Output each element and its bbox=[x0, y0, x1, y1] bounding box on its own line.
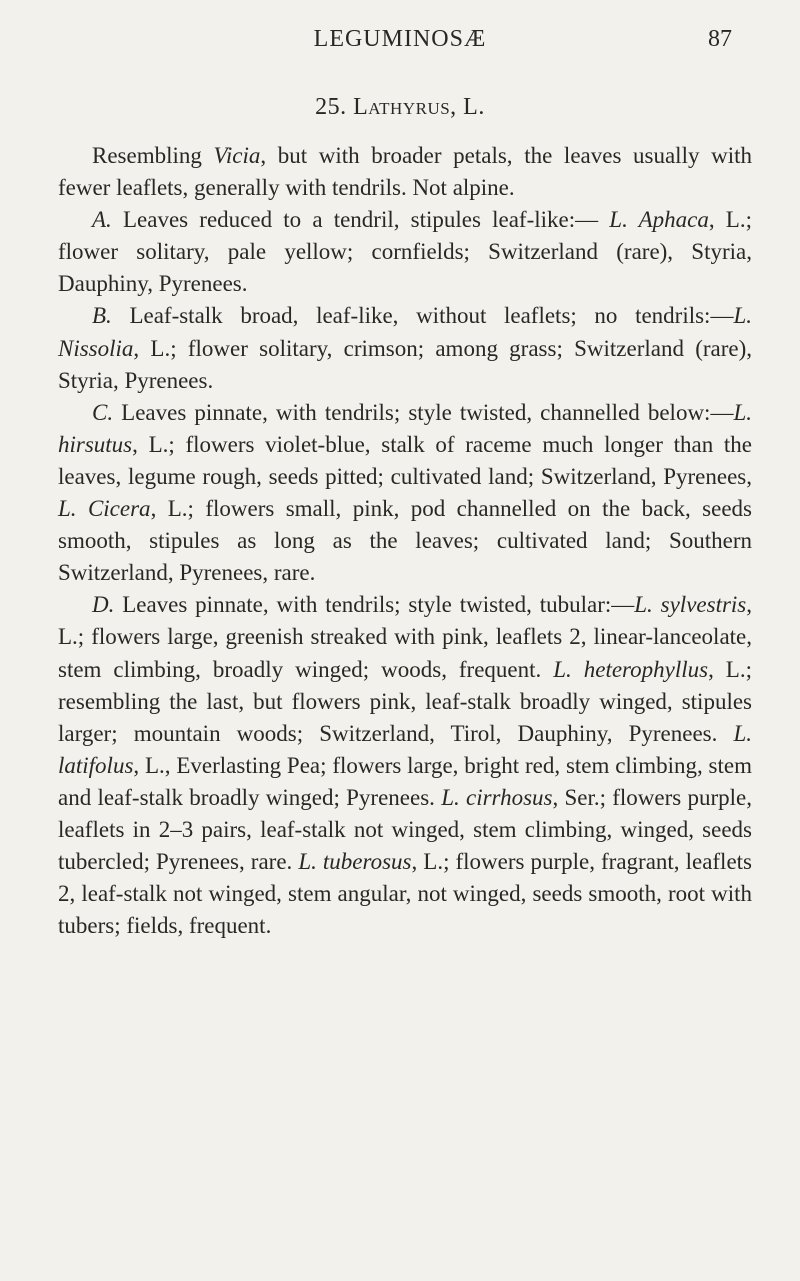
paragraph-text: , L.; flower solitary, crimson; among grass; Switzerland (rare), Styria, Pyrenees. bbox=[58, 335, 752, 393]
species-name: L. latifolus bbox=[58, 720, 752, 778]
paragraph-b bbox=[58, 300, 752, 396]
species-name: L. Cicera bbox=[58, 496, 151, 522]
paragraph-text: Leaves reduced to a tendril, stipules leaf-like:— bbox=[111, 207, 610, 233]
paragraph-d bbox=[58, 589, 752, 942]
paragraph-text: , Ser.; flowers purple, leaflets in 2–3 pairs, leaf-stalk not winged, stem climbing, winged, seeds tubercled; Pyrenees, rare. bbox=[58, 784, 752, 875]
species-name: L. sylvestris bbox=[634, 592, 747, 618]
group-letter: B. bbox=[92, 303, 112, 329]
intro-text-a: Resembling bbox=[92, 143, 214, 168]
paragraph-intro bbox=[58, 140, 752, 204]
section-title: Lathyrus, L. bbox=[353, 94, 485, 120]
group-letter: A. bbox=[92, 207, 112, 233]
paragraph-text: Leaf-stalk broad, leaf-like, without leaflets; no tendrils:— bbox=[111, 303, 734, 329]
paragraph-text: Leaves pinnate, with tendrils; style twisted, channelled below:— bbox=[113, 399, 734, 425]
section-heading bbox=[0, 94, 800, 121]
running-title: LEGUMINOSÆ bbox=[313, 26, 487, 52]
species-name: L. tuberosus bbox=[298, 849, 412, 875]
paragraph-text: , L.; resembling the last, but flowers pink, leaf-stalk broadly winged, stipules larger; mountain woods; Switzerland, Tirol, Dauphiny, Pyrenees. bbox=[58, 656, 752, 746]
group-letter: C. bbox=[92, 399, 114, 425]
paragraph-text: , L.; flowers small, pink, pod channelled on the back, seeds smooth, stipules as long as the leaves; cultivated land; Southern Switzerland, Pyrenees, rare. bbox=[58, 496, 753, 586]
paragraph-c bbox=[58, 397, 752, 590]
paragraph-a bbox=[58, 204, 752, 300]
species-name: L. hirsutus bbox=[58, 399, 752, 457]
paragraph-text: Leaves pinnate, with tendrils; style twisted, tubular:— bbox=[114, 592, 635, 618]
paragraph-text: , L.; flowers purple, fragrant, leaflets 2, leaf-stalk not winged, stem angular, not winged, seeds smooth, root with tubers; fields, frequent. bbox=[58, 849, 752, 939]
group-letter: D. bbox=[92, 592, 115, 618]
paragraph-text: , L.; flowers large, greenish streaked with pink, leaflets 2, linear-lanceolate, stem climbing, broadly winged; woods, frequent. bbox=[58, 592, 752, 682]
species-name: L. heterophyllus bbox=[553, 656, 709, 682]
paragraph-text: , L.; flowers violet-blue, stalk of raceme much longer than the leaves, legume rough, seeds pitted; cultivated land; Switzerland, Pyrenees, bbox=[58, 431, 752, 489]
paragraph-text: , L.; flower solitary, pale yellow; cornfields; Switzerland (rare), Styria, Dauphiny, Pyrenees. bbox=[58, 207, 752, 297]
paragraph-text: , L., Everlasting Pea; flowers large, bright red, stem climbing, stem and leaf-stalk broadly winged; Pyrenees. bbox=[58, 752, 752, 810]
section-number: 25. bbox=[315, 94, 347, 120]
species-name: L. Nissolia bbox=[58, 303, 752, 361]
body-text bbox=[58, 140, 752, 942]
intro-text-c: , but with broader petals, the leaves usually with fewer leaflets, generally with tendrils. Not alpine. bbox=[58, 143, 752, 201]
genus-name: Vicia bbox=[213, 143, 261, 168]
species-name: L. Aphaca bbox=[609, 207, 709, 233]
page-number: 87 bbox=[708, 26, 732, 52]
species-name: L. cirrhosus bbox=[441, 784, 553, 810]
